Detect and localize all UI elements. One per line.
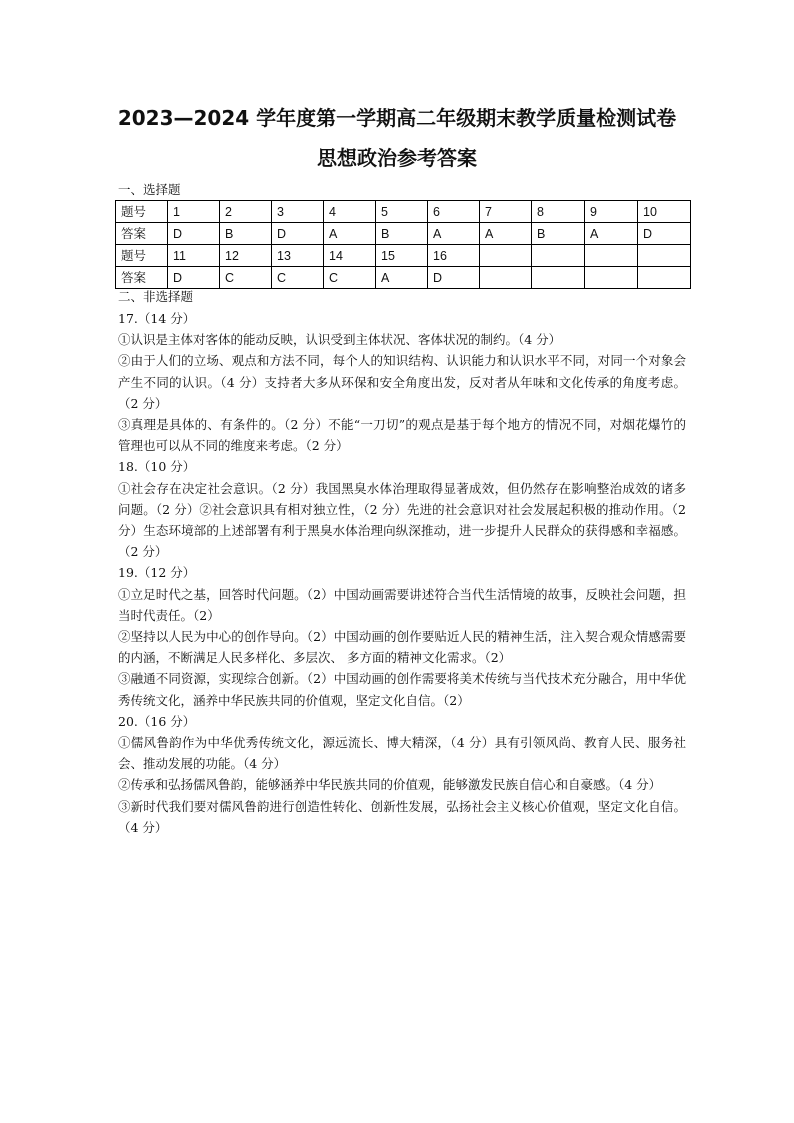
answer-paragraph: ②坚持以人民为中心的创作导向。（2）中国动画的创作要贴近人民的精神生活，注入契合观众情感需要的内涵，不断满足人民多样化、多层次、 多方面的精神文化需求。（2） <box>118 629 686 666</box>
table-cell: A <box>585 223 638 245</box>
document-title: 2023—2024 学年度第一学期高二年级期末教学质量检测试卷 <box>117 106 677 130</box>
table-cell <box>585 245 638 267</box>
question-number: 19.（12 分） <box>118 565 196 581</box>
table-row <box>116 245 691 267</box>
table-cell: D <box>428 267 480 289</box>
table-cell: 8 <box>532 201 585 223</box>
table-cell: A <box>376 267 428 289</box>
table-cell: 2 <box>220 201 272 223</box>
table-cell: 4 <box>324 201 376 223</box>
table-cell: 12 <box>220 245 272 267</box>
answer-paragraph: ③新时代我们要对儒风鲁韵进行创造性转化、创新性发展，弘扬社会主义核心价值观，坚定文化自信。（4 分） <box>118 798 686 835</box>
table-cell: C <box>272 267 324 289</box>
table-cell: 1 <box>168 201 220 223</box>
table-cell: B <box>376 223 428 245</box>
answer-paragraph: ③融通不同资源，实现综合创新。（2）中国动画的创作需要将美术传统与当代技术充分融合，用中华优秀传统文化，涵养中华民族共同的价值观，坚定文化自信。（2） <box>118 671 686 708</box>
table-cell <box>638 267 691 289</box>
answer-paragraph: ①立足时代之基，回答时代问题。（2）中国动画需要讲述符合当代生活情境的故事，反映社会问题，担当时代责任。（2） <box>118 586 686 623</box>
document-subtitle: 思想政治参考答案 <box>317 146 477 170</box>
question-number: 20.（16 分） <box>118 713 196 729</box>
answer-paragraph: ①认识是主体对客体的能动反映，认识受到主体状况、客体状况的制约。（4 分） <box>118 332 562 348</box>
table-cell: 9 <box>585 201 638 223</box>
row-header-cell: 答案 <box>116 267 168 289</box>
table-cell: A <box>324 223 376 245</box>
table-cell: 7 <box>480 201 532 223</box>
table-cell: 5 <box>376 201 428 223</box>
answer-table <box>115 200 691 289</box>
table-cell: D <box>168 267 220 289</box>
question-number: 18.（10 分） <box>118 459 196 475</box>
table-cell: 6 <box>428 201 480 223</box>
answer-paragraph: ②由于人们的立场、观点和方法不同，每个人的知识结构、认识能力和认识水平不同，对同一个对象会产生不同的认识。（4 分）支持者大多从环保和安全角度出发，反对者从年味和文化传承的角度考虑。（2 分） <box>118 353 686 411</box>
answer-list <box>118 308 686 838</box>
table-cell: 15 <box>376 245 428 267</box>
question-number: 17.（14 分） <box>118 311 196 326</box>
table-row <box>116 223 691 245</box>
table-cell: 13 <box>272 245 324 267</box>
table-cell <box>585 267 638 289</box>
answer-paragraph: ③真理是具体的、有条件的。（2 分）不能“一刀切”的观点是基于每个地方的情况不同，对烟花爆竹的管理也可以从不同的维度来考虑。（2 分） <box>118 417 686 454</box>
table-row <box>116 201 691 223</box>
table-cell: C <box>220 267 272 289</box>
table-cell: B <box>220 223 272 245</box>
table-cell: D <box>638 223 691 245</box>
table-cell <box>638 245 691 267</box>
row-header-cell: 答案 <box>116 223 168 245</box>
table-cell <box>532 267 585 289</box>
table-cell <box>532 245 585 267</box>
table-cell: 16 <box>428 245 480 267</box>
table-cell: D <box>168 223 220 245</box>
table-cell: 14 <box>324 245 376 267</box>
section-heading-choice: 一、选择题 <box>118 182 181 197</box>
table-cell <box>480 245 532 267</box>
table-cell <box>480 267 532 289</box>
answer-paragraph: ①社会存在决定社会意识。（2 分）我国黑臭水体治理取得显著成效，但仍然存在影响整治成效的诸多问题。（2 分）②社会意识具有相对独立性，（2 分）先进的社会意识对社会发展起积极的推动作用。（2 分）生态环境部的上述部署有利于黑臭水体治理向纵深推动，进一步提升人民群众的获得感和幸福感。（2 分） <box>118 480 686 560</box>
table-cell: D <box>272 223 324 245</box>
table-cell: A <box>480 223 532 245</box>
table-row <box>116 267 691 289</box>
row-header-cell: 题号 <box>116 201 168 223</box>
row-header-cell: 题号 <box>116 245 168 267</box>
answer-paragraph: ①儒风鲁韵作为中华优秀传统文化，源远流长、博大精深，（4 分）具有引领风尚、教育人民、服务社会、推动发展的功能。（4 分） <box>118 735 686 772</box>
table-cell: A <box>428 223 480 245</box>
table-cell: C <box>324 267 376 289</box>
answer-paragraph: ②传承和弘扬儒风鲁韵，能够涵养中华民族共同的价值观，能够激发民族自信心和自豪感。（4 分） <box>118 777 662 793</box>
table-cell: 10 <box>638 201 691 223</box>
table-cell: B <box>532 223 585 245</box>
section-heading-nonchoice: 二、非选择题 <box>118 289 194 304</box>
table-cell: 3 <box>272 201 324 223</box>
table-cell: 11 <box>168 245 220 267</box>
